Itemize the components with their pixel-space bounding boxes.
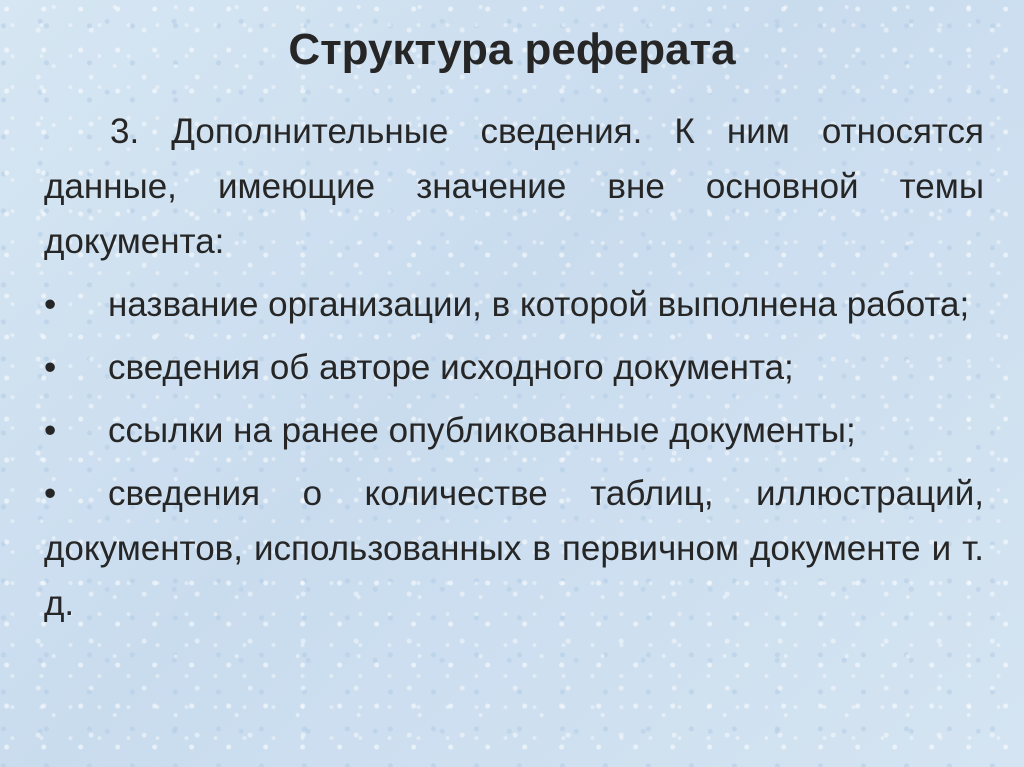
bullet-text: сведения об авторе исходного документа; — [108, 348, 794, 387]
intro-paragraph: 3. Дополнительные сведения. К ним относятся данные, имеющие значение вне основной темы документа: — [44, 112, 984, 261]
bullet-item — [44, 340, 984, 395]
bullet-text: сведения о количестве таблиц, иллюстраций, документов, использованных в первичном документе и т. д. — [44, 474, 984, 623]
bullet-icon: • — [44, 348, 57, 387]
bullet-item — [44, 403, 984, 458]
bullet-icon: • — [44, 285, 57, 324]
bullet-text: название организации, в которой выполнена работа; — [108, 285, 970, 324]
slide-title: Структура реферата — [288, 25, 736, 74]
bullet-icon: • — [44, 411, 57, 450]
slide-body — [44, 104, 984, 639]
bullet-item — [44, 466, 984, 631]
bullet-text: ссылки на ранее опубликованные документы; — [108, 411, 856, 450]
bullet-item — [44, 277, 984, 332]
bullet-icon: • — [44, 474, 57, 513]
